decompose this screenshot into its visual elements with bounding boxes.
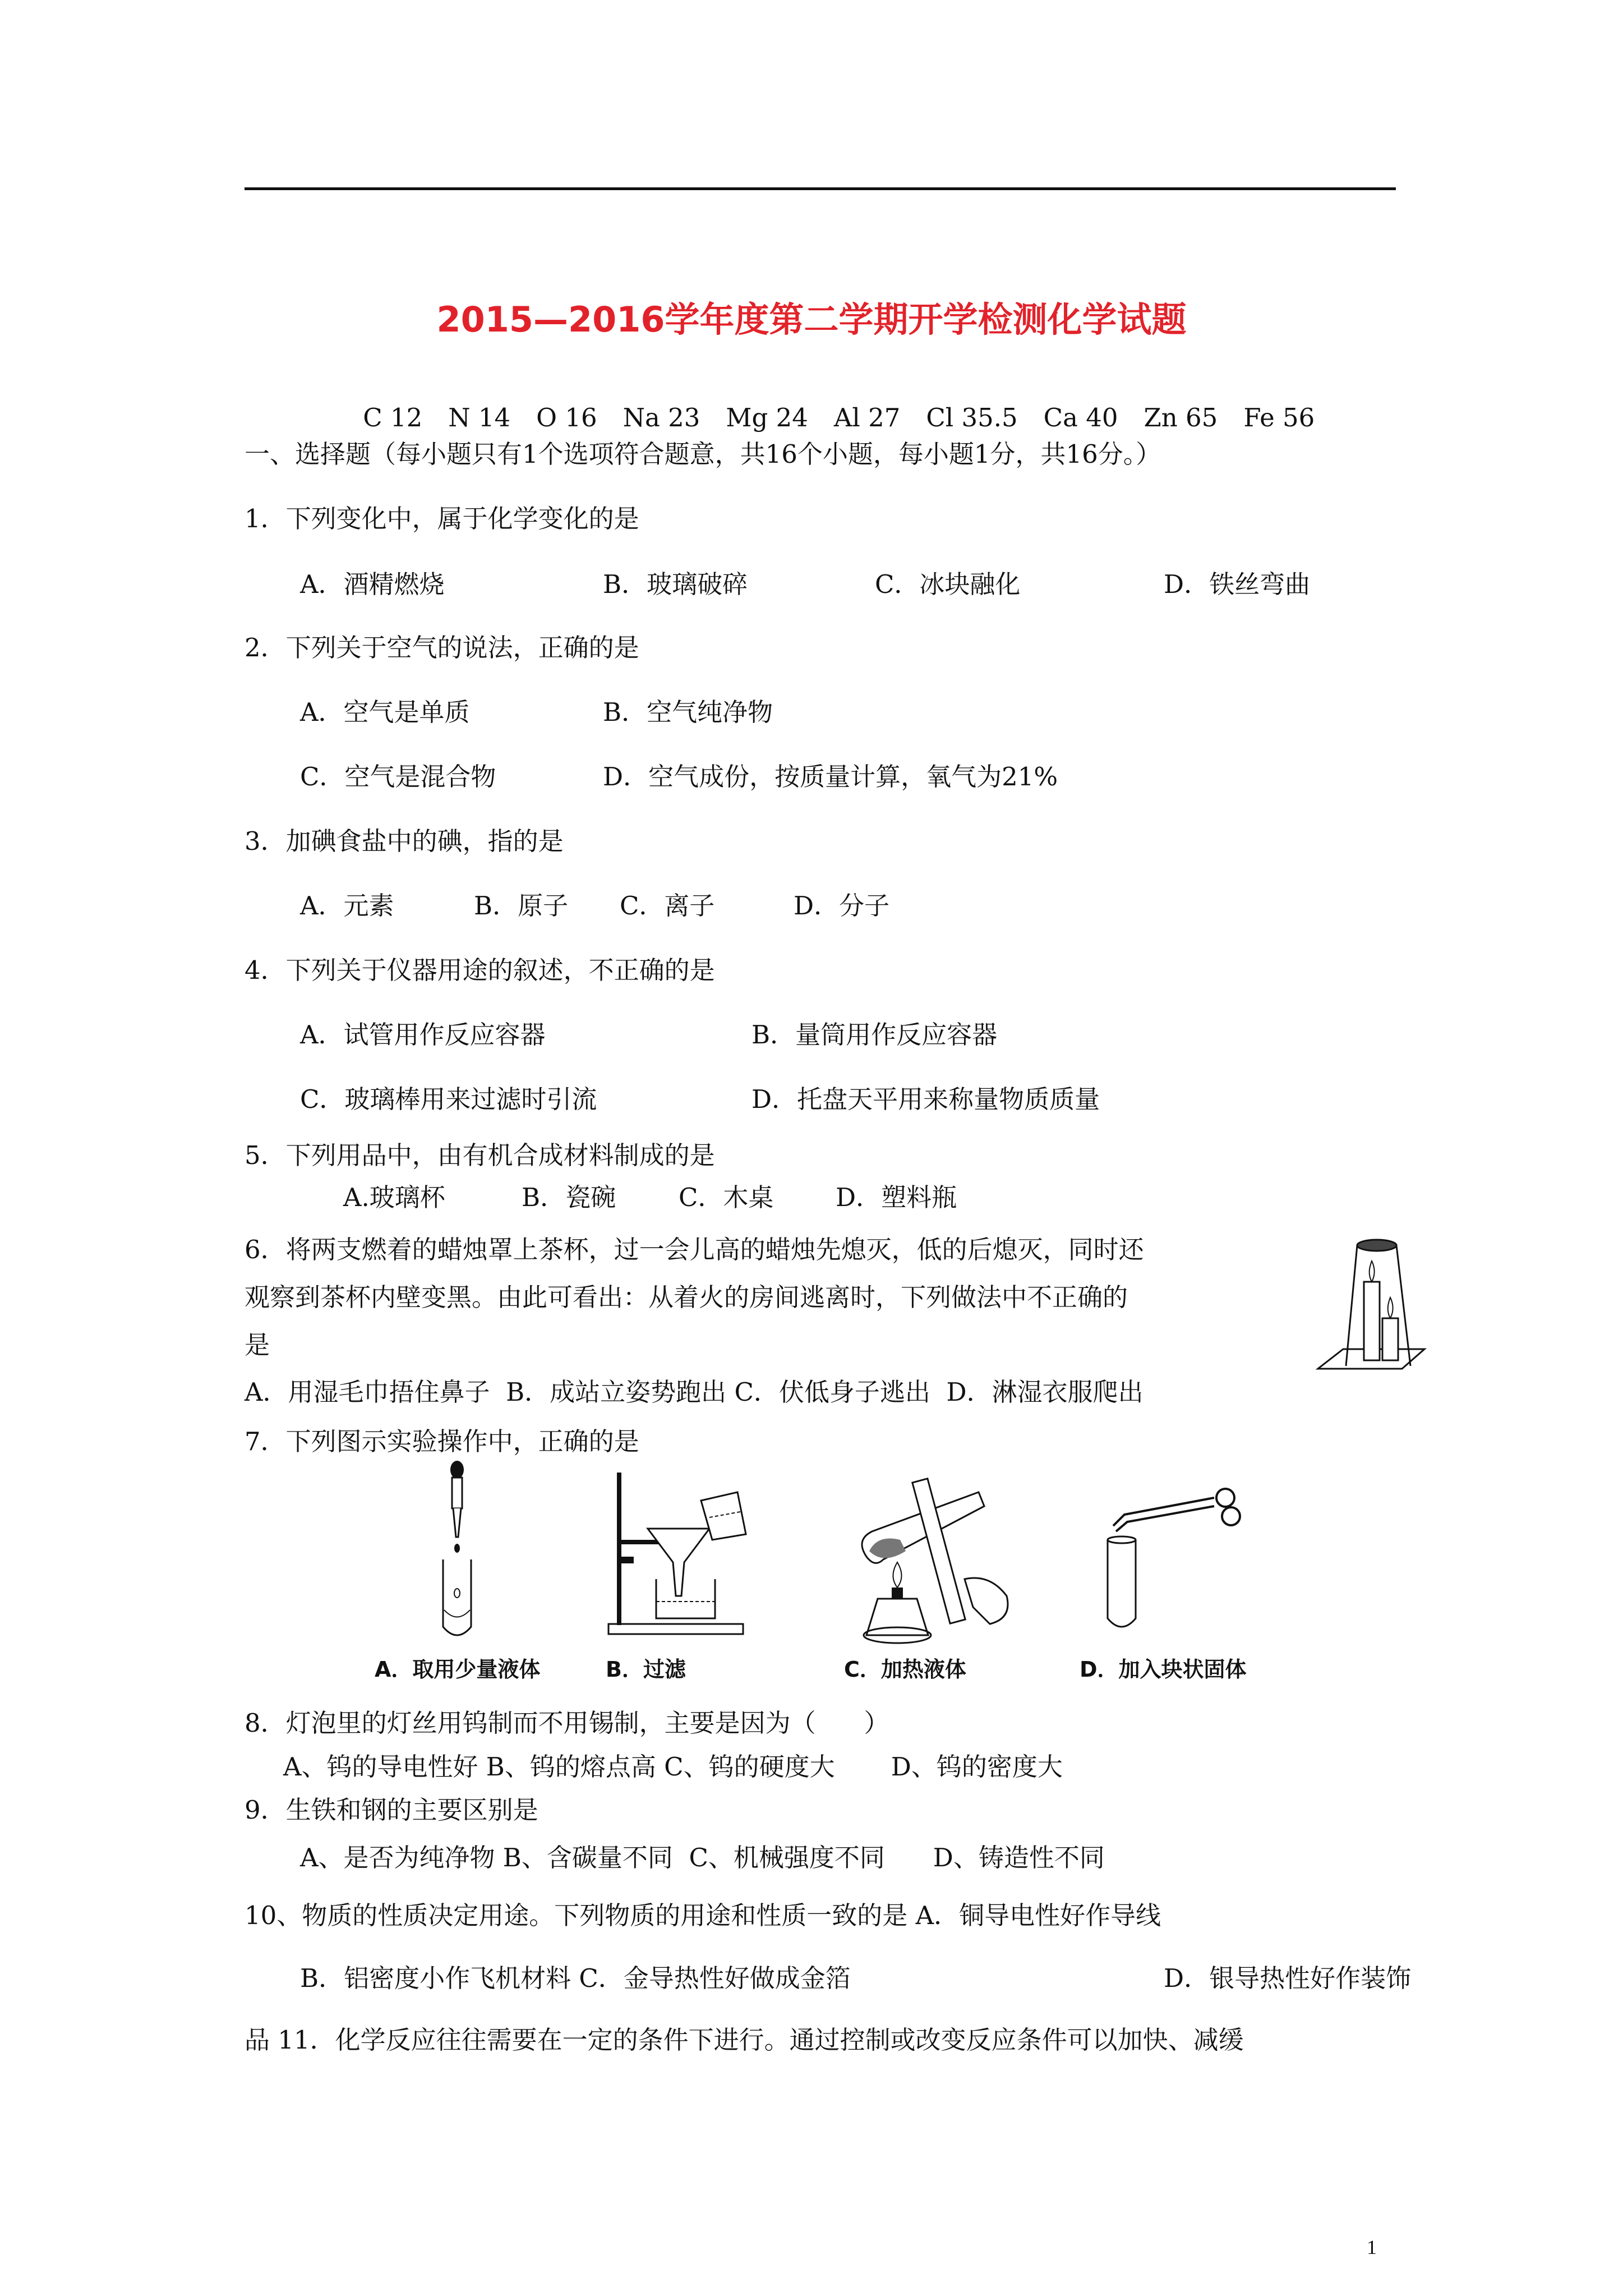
question-8-stem: 8．灯泡里的灯丝用钨制而不用锡制，主要是因为（ ） (245, 1708, 889, 1738)
question-4-option-b: B．量筒用作反应容器 (751, 1020, 998, 1050)
tweezers-test-tube-figure (1091, 1473, 1248, 1635)
question-7-stem: 7．下列图示实验操作中，正确的是 (245, 1427, 639, 1456)
filtration-figure (603, 1467, 749, 1638)
atomic-mass: Mg 24 (726, 403, 808, 432)
question-3-option-d: D．分子 (794, 891, 890, 921)
question-8-options: A、钨的导电性好 B、钨的熔点高 C、钨的硬度大 D、钨的密度大 (283, 1752, 1063, 1782)
question-10-stem: 10、物质的性质决定用途。下列物质的用途和性质一致的是 A．铜导电性好作导线 (245, 1901, 1161, 1930)
atomic-mass: Fe 56 (1243, 403, 1315, 432)
figure-caption-b: B．过滤 (606, 1657, 686, 1682)
atomic-mass: Al 27 (833, 403, 901, 432)
question-6-line-3: 是 (245, 1330, 270, 1360)
question-2-option-c: C．空气是混合物 (300, 762, 496, 792)
question-4-option-a: A．试管用作反应容器 (300, 1020, 546, 1050)
atomic-mass: O 16 (536, 403, 597, 432)
question-2-option-a: A．空气是单质 (300, 697, 470, 727)
atomic-mass: Ca 40 (1043, 403, 1118, 432)
atomic-mass: N 14 (448, 403, 511, 432)
question-5-option-a: A.玻璃杯 (343, 1182, 445, 1212)
question-11-line: 品 11．化学反应往往需要在一定的条件下进行。通过控制或改变反应条件可以加快、减缓 (245, 2025, 1244, 2055)
question-2-option-b: B．空气纯净物 (603, 697, 773, 727)
question-2-stem: 2．下列关于空气的说法，正确的是 (245, 633, 639, 662)
page-number: 1 (1367, 2236, 1377, 2258)
question-9-stem: 9．生铁和钢的主要区别是 (245, 1795, 538, 1825)
section-heading: 一、选择题（每小题只有1个选项符合题意，共16个小题，每小题1分，共16分。） (245, 439, 1161, 469)
question-4-stem: 4．下列关于仪器用途的叙述，不正确的是 (245, 955, 715, 985)
question-1-option-d: D．铁丝弯曲 (1164, 569, 1311, 599)
dropper-test-tube-figure (426, 1458, 488, 1644)
exam-title: 2015—2016学年度第二学期开学检测化学试题 (436, 299, 1187, 340)
figure-caption-d: D．加入块状固体 (1080, 1657, 1247, 1682)
atomic-mass: C 12 (363, 403, 423, 432)
question-3-option-c: C．离子 (620, 891, 715, 921)
figure-caption-a: A．取用少量液体 (375, 1657, 541, 1682)
figure-caption-c: C．加热液体 (844, 1657, 966, 1682)
question-3-option-b: B．原子 (474, 891, 569, 921)
question-4-option-d: D．托盘天平用来称量物质质量 (751, 1084, 1100, 1114)
question-4-option-c: C．玻璃棒用来过滤时引流 (300, 1084, 597, 1114)
question-3-stem: 3．加碘食盐中的碘，指的是 (245, 826, 564, 856)
question-5-stem: 5．下列用品中，由有机合成材料制成的是 (245, 1140, 715, 1170)
question-3-option-a: A．元素 (300, 891, 394, 921)
question-9-options: A、是否为纯净物 B、含碳量不同 C、机械强度不同 D、铸造性不同 (300, 1843, 1105, 1872)
atomic-mass: Zn 65 (1144, 403, 1218, 432)
question-5-option-b: B．瓷碗 (522, 1182, 616, 1212)
question-1-option-c: C．冰块融化 (875, 569, 1021, 599)
header-rule (245, 187, 1396, 190)
heating-liquid-figure (844, 1467, 1035, 1652)
question-5-option-d: D．塑料瓶 (836, 1182, 957, 1212)
question-1-stem: 1．下列变化中，属于化学变化的是 (245, 504, 639, 533)
atomic-mass: Cl 35.5 (926, 403, 1018, 432)
question-1-option-b: B．玻璃破碎 (603, 569, 748, 599)
question-2-option-d: D．空气成份，按质量计算，氧气为21% (603, 762, 1058, 792)
question-6-options: A．用湿毛巾捂住鼻子 B．成站立姿势跑出 C．伏低身子逃出 D．淋湿衣服爬出 (245, 1377, 1144, 1407)
question-1-option-a: A．酒精燃烧 (300, 569, 445, 599)
question-6-line-1: 6．将两支燃着的蜡烛罩上茶杯，过一会儿高的蜡烛先熄灭，低的后熄灭，同时还 (245, 1235, 1144, 1264)
candle-cup-figure (1312, 1228, 1430, 1380)
question-6-line-2: 观察到茶杯内壁变黑。由此可看出：从着火的房间逃离时，下列做法中不正确的 (245, 1282, 1128, 1312)
question-10-line-2-end: D．银导热性好作装饰 (1164, 1963, 1412, 1993)
question-10-line-2: B．铝密度小作飞机材料 C．金导热性好做成金箔 (300, 1963, 851, 1993)
question-5-option-c: C．木桌 (679, 1182, 774, 1212)
atomic-mass: Na 23 (623, 403, 700, 432)
